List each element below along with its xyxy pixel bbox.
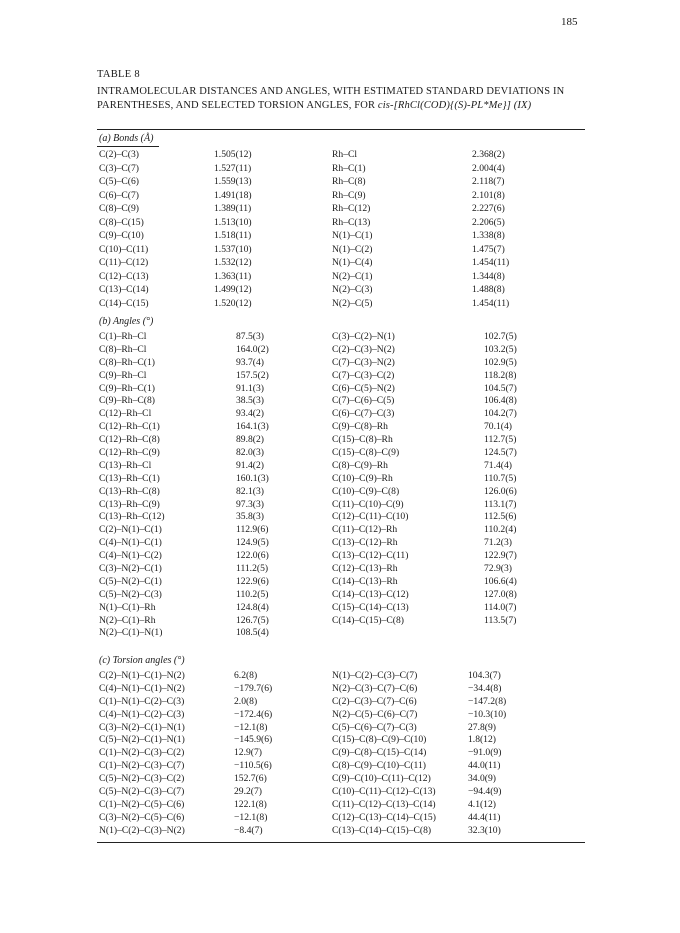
label-right: C(10)–C(11)–C(12)–C(13): [332, 786, 436, 798]
value-right: 106.4(8): [484, 395, 517, 407]
table-row: [0, 230, 680, 244]
table-row: [0, 357, 680, 370]
value-left: 29.2(7): [234, 786, 262, 798]
value-left: 93.7(4): [236, 356, 264, 368]
label-left: C(8)–Rh–C(1): [99, 356, 155, 368]
value-right: 1.488(8): [472, 284, 505, 296]
value-left: 82.0(3): [236, 447, 264, 459]
table-row: [0, 722, 680, 735]
value-left: 1.505(12): [214, 149, 252, 160]
label-right: C(5)–C(6)–C(7)–C(3): [332, 721, 417, 733]
label-right: C(9)–C(8)–Rh: [332, 421, 388, 433]
table-row: [0, 284, 680, 298]
value-left: 160.1(3): [236, 472, 269, 484]
label-right: C(14)–C(15)–C(8): [332, 614, 404, 626]
table-row: [0, 473, 680, 486]
caption-compound: cis-[RhCl(COD){(S)-PL*Me}] (IX): [377, 100, 532, 111]
value-right: 2.101(8): [472, 189, 505, 201]
value-right: 104.3(7): [468, 670, 501, 681]
value-right: 1.338(8): [472, 230, 505, 242]
table-row: [0, 589, 680, 602]
table-row: [0, 149, 680, 163]
label-right: C(6)–C(5)–N(2): [332, 382, 395, 394]
value-left: −12.1(8): [234, 721, 268, 733]
table-row: [0, 203, 680, 217]
label-left: C(9)–Rh–Cl: [99, 369, 147, 381]
table-row: [0, 344, 680, 357]
value-right: 34.0(9): [468, 773, 496, 785]
value-right: −34.4(8): [468, 682, 502, 694]
label-left: C(2)–N(1)–C(1): [99, 524, 162, 536]
label-left: C(10)–C(11): [99, 243, 149, 255]
table-row: [0, 550, 680, 563]
value-left: −179.7(6): [234, 682, 273, 694]
torsion-table: [0, 670, 680, 838]
value-right: 102.9(5): [484, 356, 517, 368]
label-left: C(13)–Rh–C(9): [99, 498, 160, 510]
table-row: [0, 434, 680, 447]
label-left: C(13)–Rh–Cl: [99, 459, 152, 471]
label-left: C(3)–N(2)–C(1): [99, 563, 162, 575]
table-row: [0, 460, 680, 473]
table-row: [0, 760, 680, 773]
bonds-table: [0, 149, 680, 312]
label-left: C(1)–N(2)–C(3)–C(2): [99, 747, 185, 759]
table-row: [0, 615, 680, 628]
table-caption: [97, 85, 587, 113]
label-left: C(1)–N(1)–C(2)–C(3): [99, 695, 185, 707]
label-left: C(1)–N(2)–C(3)–C(7): [99, 760, 185, 772]
value-left: 124.9(5): [236, 537, 269, 549]
table-row: [0, 627, 680, 640]
value-left: 89.8(2): [236, 434, 264, 446]
label-right: C(2)–C(3)–N(2): [332, 343, 395, 355]
table-row: [0, 421, 680, 434]
value-right: 44.0(11): [468, 760, 501, 772]
label-left: C(5)–N(2)–C(3)–C(7): [99, 786, 185, 798]
value-left: 2.0(8): [234, 695, 258, 707]
value-left: 35.8(3): [236, 511, 264, 523]
label-left: N(1)–C(2)–C(3)–N(2): [99, 824, 185, 836]
label-right: C(15)–C(8)–C(9)–C(10): [332, 734, 427, 746]
label-left: C(3)–N(2)–C(5)–C(6): [99, 811, 185, 823]
label-right: Rh–C(12): [332, 203, 371, 215]
table-row: [0, 576, 680, 589]
label-right: C(11)–C(12)–C(13)–C(14): [332, 798, 436, 810]
value-left: 1.559(13): [214, 176, 252, 188]
value-right: 106.6(4): [484, 575, 517, 587]
value-left: 1.518(11): [214, 230, 252, 242]
value-right: 1.8(12): [468, 734, 496, 746]
value-right: −91.0(9): [468, 747, 502, 759]
value-right: −10.3(10): [468, 708, 507, 720]
label-right: Rh–Cl: [332, 149, 358, 160]
label-right: C(12)–C(13)–Rh: [332, 563, 398, 575]
value-left: 112.9(6): [236, 524, 269, 536]
value-left: −145.9(6): [234, 734, 273, 746]
label-right: C(7)–C(3)–N(2): [332, 356, 395, 368]
label-right: C(6)–C(7)–C(3): [332, 408, 395, 420]
label-right: C(7)–C(6)–C(5): [332, 395, 395, 407]
label-left: C(4)–N(1)–C(2)–C(3): [99, 708, 185, 720]
label-right: C(13)–C(14)–C(15)–C(8): [332, 824, 432, 836]
table-row: [0, 395, 680, 408]
label-left: C(5)–N(2)–C(3): [99, 588, 162, 600]
value-left: 164.1(3): [236, 421, 269, 433]
table-row: [0, 383, 680, 396]
label-left: C(5)–C(6): [99, 176, 139, 188]
table-row: [0, 696, 680, 709]
label-left: N(2)–C(1)–N(1): [99, 627, 163, 639]
label-right: C(2)–C(3)–C(7)–C(6): [332, 695, 417, 707]
label-right: N(1)–C(2): [332, 243, 373, 255]
label-left: C(1)–Rh–Cl: [99, 331, 147, 342]
label-right: C(15)–C(8)–Rh: [332, 434, 393, 446]
table-row: [0, 670, 680, 683]
value-right: 1.454(11): [472, 257, 510, 269]
label-left: C(12)–Rh–C(9): [99, 447, 160, 459]
label-right: C(11)–C(12)–Rh: [332, 524, 398, 536]
value-right: 127.0(8): [484, 588, 517, 600]
label-left: C(9)–C(10): [99, 230, 144, 242]
label-right: C(9)–C(8)–C(15)–C(14): [332, 747, 427, 759]
label-left: C(12)–C(13): [99, 270, 149, 282]
label-left: C(6)–C(7): [99, 189, 139, 201]
table-row: [0, 812, 680, 825]
label-right: C(9)–C(10)–C(11)–C(12): [332, 773, 431, 785]
table-row: [0, 244, 680, 258]
table-row: [0, 331, 680, 344]
table-row: [0, 747, 680, 760]
label-right: N(1)–C(2)–C(3)–C(7): [332, 670, 418, 681]
value-right: 71.4(4): [484, 459, 512, 471]
value-right: 104.5(7): [484, 382, 517, 394]
value-left: 1.389(11): [214, 203, 252, 215]
label-left: C(8)–C(15): [99, 216, 144, 228]
label-right: C(13)–C(12)–C(11): [332, 550, 409, 562]
table-row: [0, 271, 680, 285]
table-row: [0, 447, 680, 460]
label-right: N(2)–C(1): [332, 270, 373, 282]
value-left: 122.9(6): [236, 575, 269, 587]
label-right: Rh–C(13): [332, 216, 371, 228]
value-left: 1.527(11): [214, 162, 252, 174]
label-left: C(2)–N(1)–C(1)–N(2): [99, 670, 185, 681]
label-left: C(5)–N(2)–C(1): [99, 575, 162, 587]
label-left: C(12)–Rh–Cl: [99, 408, 152, 420]
label-left: C(13)–C(14): [99, 284, 149, 296]
value-left: −8.4(7): [234, 824, 263, 836]
angles-section-title: (b) Angles (°): [99, 316, 154, 327]
table-row: [0, 176, 680, 190]
label-left: C(2)–C(3): [99, 149, 139, 160]
label-left: C(4)–N(1)–C(2): [99, 550, 162, 562]
value-left: −12.1(8): [234, 811, 268, 823]
label-right: N(2)–C(3)–C(7)–C(6): [332, 682, 418, 694]
label-left: C(4)–N(1)–C(1): [99, 537, 162, 549]
label-right: N(1)–C(1): [332, 230, 373, 242]
value-right: 118.2(8): [484, 369, 517, 381]
value-right: 72.9(3): [484, 563, 512, 575]
label-right: N(1)–C(4): [332, 257, 373, 269]
value-right: 2.004(4): [472, 162, 505, 174]
table-row: [0, 709, 680, 722]
value-right: 1.344(8): [472, 270, 505, 282]
value-left: 12.9(7): [234, 747, 262, 759]
label-right: C(11)–C(10)–C(9): [332, 498, 404, 510]
label-left: C(14)–C(15): [99, 298, 149, 310]
value-right: 70.1(4): [484, 421, 512, 433]
value-left: −110.5(6): [234, 760, 272, 772]
label-right: C(13)–C(12)–Rh: [332, 537, 398, 549]
value-left: 152.7(6): [234, 773, 267, 785]
value-left: 82.1(3): [236, 485, 264, 497]
label-left: C(8)–Rh–Cl: [99, 343, 147, 355]
label-right: C(10)–C(9)–Rh: [332, 472, 393, 484]
bonds-section-title: (a) Bonds (Å): [99, 133, 154, 144]
value-right: −147.2(8): [468, 695, 507, 707]
value-left: 1.532(12): [214, 257, 252, 269]
top-rule: [97, 129, 585, 130]
value-left: 93.4(2): [236, 408, 264, 420]
value-right: 4.1(12): [468, 798, 496, 810]
label-left: C(8)–C(9): [99, 203, 139, 215]
value-right: 112.5(6): [484, 511, 517, 523]
value-left: 108.5(4): [236, 627, 269, 639]
value-left: 122.1(8): [234, 798, 267, 810]
label-left: C(3)–N(2)–C(1)–N(1): [99, 721, 185, 733]
table-row: [0, 786, 680, 799]
label-left: C(5)–N(2)–C(3)–C(2): [99, 773, 185, 785]
table-row: [0, 602, 680, 615]
label-right: Rh–C(8): [332, 176, 366, 188]
value-right: 112.7(5): [484, 434, 517, 446]
table-row: [0, 524, 680, 537]
value-right: 113.1(7): [484, 498, 517, 510]
value-right: 2.118(7): [472, 176, 505, 188]
table-row: [0, 298, 680, 312]
value-right: 103.2(5): [484, 343, 517, 355]
label-left: C(4)–N(1)–C(1)–N(2): [99, 682, 185, 694]
label-left: C(1)–N(2)–C(5)–C(6): [99, 798, 185, 810]
value-left: 1.491(18): [214, 189, 252, 201]
value-left: 6.2(8): [234, 670, 258, 681]
value-right: 104.2(7): [484, 408, 517, 420]
label-left: C(13)–Rh–C(1): [99, 472, 160, 484]
label-left: C(12)–Rh–C(1): [99, 421, 160, 433]
value-left: 87.5(3): [236, 331, 264, 342]
table-row: [0, 486, 680, 499]
table-row: [0, 773, 680, 786]
value-left: 1.499(12): [214, 284, 252, 296]
label-left: N(1)–C(1)–Rh: [99, 601, 156, 613]
label-left: C(13)–Rh–C(8): [99, 485, 160, 497]
value-left: 126.7(5): [236, 614, 269, 626]
table-row: [0, 825, 680, 838]
value-left: 122.0(6): [236, 550, 269, 562]
page-number: 185: [561, 16, 578, 28]
label-right: C(14)–C(13)–Rh: [332, 575, 398, 587]
value-left: 91.4(2): [236, 459, 264, 471]
label-right: N(2)–C(5)–C(6)–C(7): [332, 708, 418, 720]
value-right: 32.3(10): [468, 824, 501, 836]
label-left: C(9)–Rh–C(1): [99, 382, 155, 394]
label-right: N(2)–C(3): [332, 284, 373, 296]
value-left: 111.2(5): [236, 563, 269, 575]
label-right: Rh–C(9): [332, 189, 366, 201]
table-row: [0, 799, 680, 812]
value-left: 164.0(2): [236, 343, 269, 355]
value-right: 27.8(9): [468, 721, 496, 733]
table-row: [0, 734, 680, 747]
label-left: C(9)–Rh–C(8): [99, 395, 155, 407]
table-row: [0, 163, 680, 177]
label-right: C(12)–C(13)–C(14)–C(15): [332, 811, 436, 823]
bottom-rule: [97, 842, 585, 843]
caption-main: INTRAMOLECULAR DISTANCES AND ANGLES, WITH ESTIMATED STANDARD DEVIATIONS IN PARENTHESES, AND SELECTED TORSION ANGLES, FOR: [97, 86, 565, 111]
label-right: C(14)–C(13)–C(12): [332, 588, 409, 600]
value-right: 126.0(6): [484, 485, 517, 497]
value-right: 2.368(2): [472, 149, 505, 160]
label-left: C(3)–C(7): [99, 162, 139, 174]
table-row: [0, 511, 680, 524]
table-row: [0, 683, 680, 696]
label-right: Rh–C(1): [332, 162, 366, 174]
angles-table: [0, 331, 680, 640]
label-right: C(8)–C(9)–Rh: [332, 459, 388, 471]
table-row: [0, 257, 680, 271]
value-left: 1.513(10): [214, 216, 252, 228]
value-left: 38.5(3): [236, 395, 264, 407]
table-row: [0, 563, 680, 576]
value-right: −94.4(9): [468, 786, 502, 798]
table-label: TABLE 8: [97, 69, 140, 80]
label-right: C(15)–C(8)–C(9): [332, 447, 400, 459]
label-right: C(10)–C(9)–C(8): [332, 485, 400, 497]
table-row: [0, 190, 680, 204]
label-right: C(12)–C(11)–C(10): [332, 511, 409, 523]
value-right: 110.2(4): [484, 524, 517, 536]
label-left: N(2)–C(1)–Rh: [99, 614, 156, 626]
value-right: 1.454(11): [472, 298, 510, 310]
value-right: 114.0(7): [484, 601, 517, 613]
value-right: 71.2(3): [484, 537, 512, 549]
table-row: [0, 370, 680, 383]
value-left: 110.2(5): [236, 588, 269, 600]
value-left: 1.520(12): [214, 298, 252, 310]
value-left: 91.1(3): [236, 382, 264, 394]
value-right: 2.206(5): [472, 216, 505, 228]
label-left: C(5)–N(2)–C(1)–N(1): [99, 734, 185, 746]
table-row: [0, 499, 680, 512]
label-left: C(11)–C(12): [99, 257, 149, 269]
table-row: [0, 217, 680, 231]
torsion-section-title: (c) Torsion angles (°): [99, 655, 185, 666]
value-left: 1.537(10): [214, 243, 252, 255]
label-left: C(12)–Rh–C(8): [99, 434, 160, 446]
label-right: C(8)–C(9)–C(10)–C(11): [332, 760, 426, 772]
value-right: 113.5(7): [484, 614, 517, 626]
bonds-title-underline: [97, 146, 159, 147]
value-right: 44.4(11): [468, 811, 501, 823]
value-left: 1.363(11): [214, 270, 252, 282]
value-right: 102.7(5): [484, 331, 517, 342]
value-left: 124.8(4): [236, 601, 269, 613]
value-right: 110.7(5): [484, 472, 517, 484]
value-left: 157.5(2): [236, 369, 269, 381]
table-row: [0, 408, 680, 421]
table-row: [0, 537, 680, 550]
value-right: 2.227(6): [472, 203, 505, 215]
label-left: C(13)–Rh–C(12): [99, 511, 165, 523]
value-right: 124.5(7): [484, 447, 517, 459]
label-right: C(15)–C(14)–C(13): [332, 601, 409, 613]
label-right: N(2)–C(5): [332, 298, 373, 310]
label-right: C(7)–C(3)–C(2): [332, 369, 395, 381]
value-right: 1.475(7): [472, 243, 505, 255]
label-right: C(3)–C(2)–N(1): [332, 331, 395, 342]
value-left: −172.4(6): [234, 708, 273, 720]
value-left: 97.3(3): [236, 498, 264, 510]
value-right: 122.9(7): [484, 550, 517, 562]
